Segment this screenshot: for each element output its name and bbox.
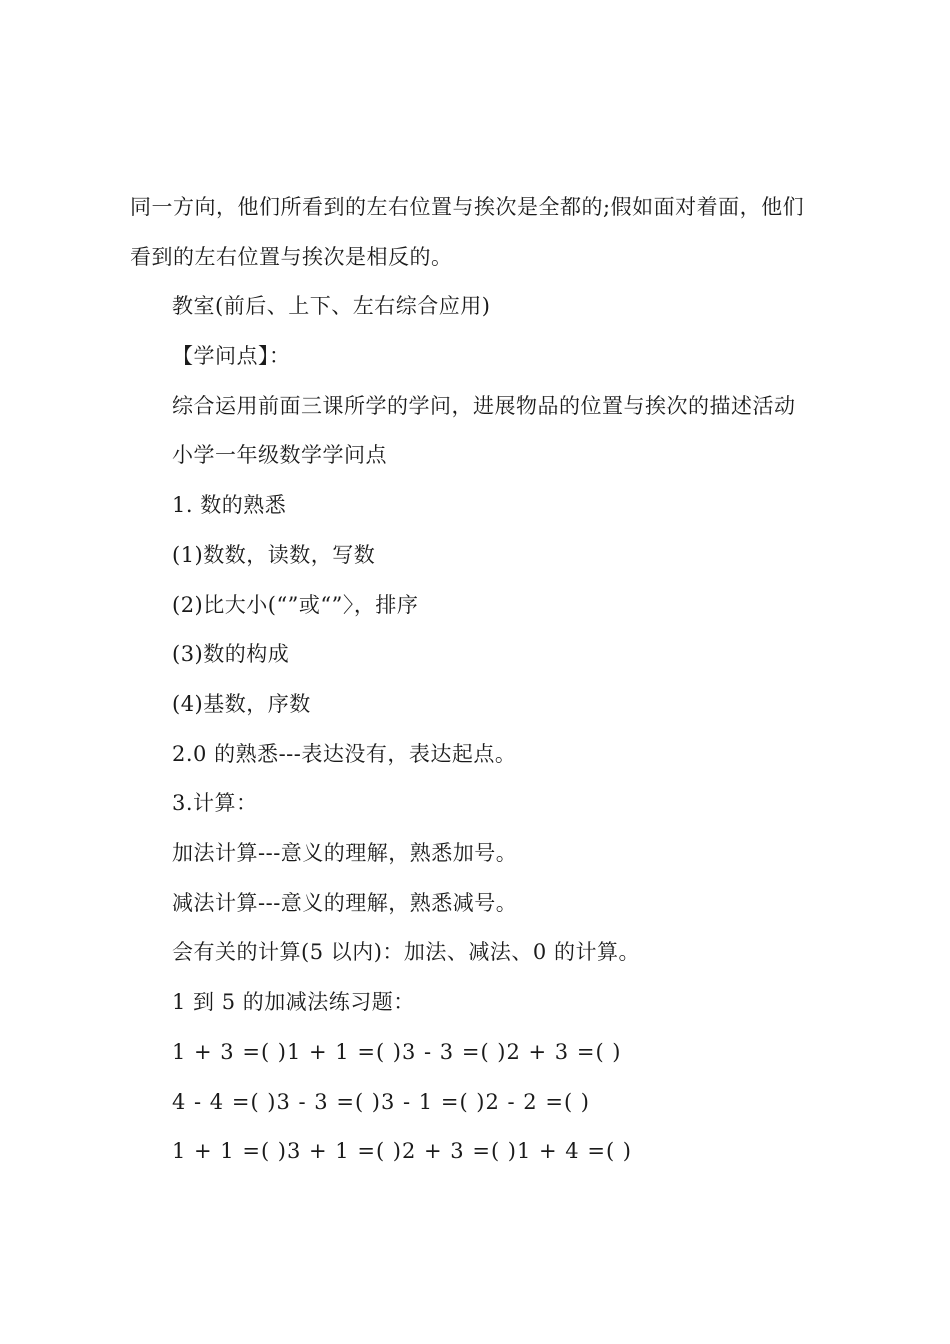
knowledge-header: 【学问点】：: [172, 344, 291, 368]
item-3-title: 3.计算：: [172, 791, 258, 815]
exercise-title: 1 到 5 的加减法练习题：: [172, 990, 415, 1014]
item-1-sub-3: (3)数的构成: [172, 642, 290, 666]
paragraph-line-1: 同一方向，他们所看到的左右位置与挨次是全都的;假如面对着面，他们: [130, 195, 805, 219]
exercise-row-2: 4 - 4 =( )3 - 3 =( )3 - 1 =( )2 - 2 =( ): [172, 1090, 590, 1114]
item-1-sub-4: (4)基数，序数: [172, 692, 311, 716]
section-heading: 教室(前后、上下、左右综合应用): [172, 294, 491, 318]
item-1-sub-1: (1)数数，读数，写数: [172, 543, 376, 567]
paragraph-line-2: 看到的左右位置与挨次是相反的。: [130, 245, 453, 269]
exercise-row-3: 1 + 1 =( )3 + 1 =( )2 + 3 =( )1 + 4 =( ): [172, 1139, 632, 1163]
related-calc-line: 会有关的计算(5 以内)：加法、减法、0 的计算。: [172, 940, 640, 964]
exercise-row-1: 1 + 3 =( )1 + 1 =( )3 - 3 =( )2 + 3 =( ): [172, 1040, 622, 1064]
subtraction-line: 减法计算---意义的理解，熟悉减号。: [172, 891, 518, 915]
item-2: 2.0 的熟悉---表达没有，表达起点。: [172, 742, 517, 766]
grade-title: 小学一年级数学学问点: [172, 443, 387, 467]
item-1-sub-2: (2)比大小(“”或“”〉，排序: [172, 593, 419, 617]
knowledge-text: 综合运用前面三课所学的学问，进展物品的位置与挨次的描述活动: [172, 394, 796, 418]
addition-line: 加法计算---意义的理解，熟悉加号。: [172, 841, 518, 865]
item-1-title: 1. 数的熟悉: [172, 493, 287, 517]
